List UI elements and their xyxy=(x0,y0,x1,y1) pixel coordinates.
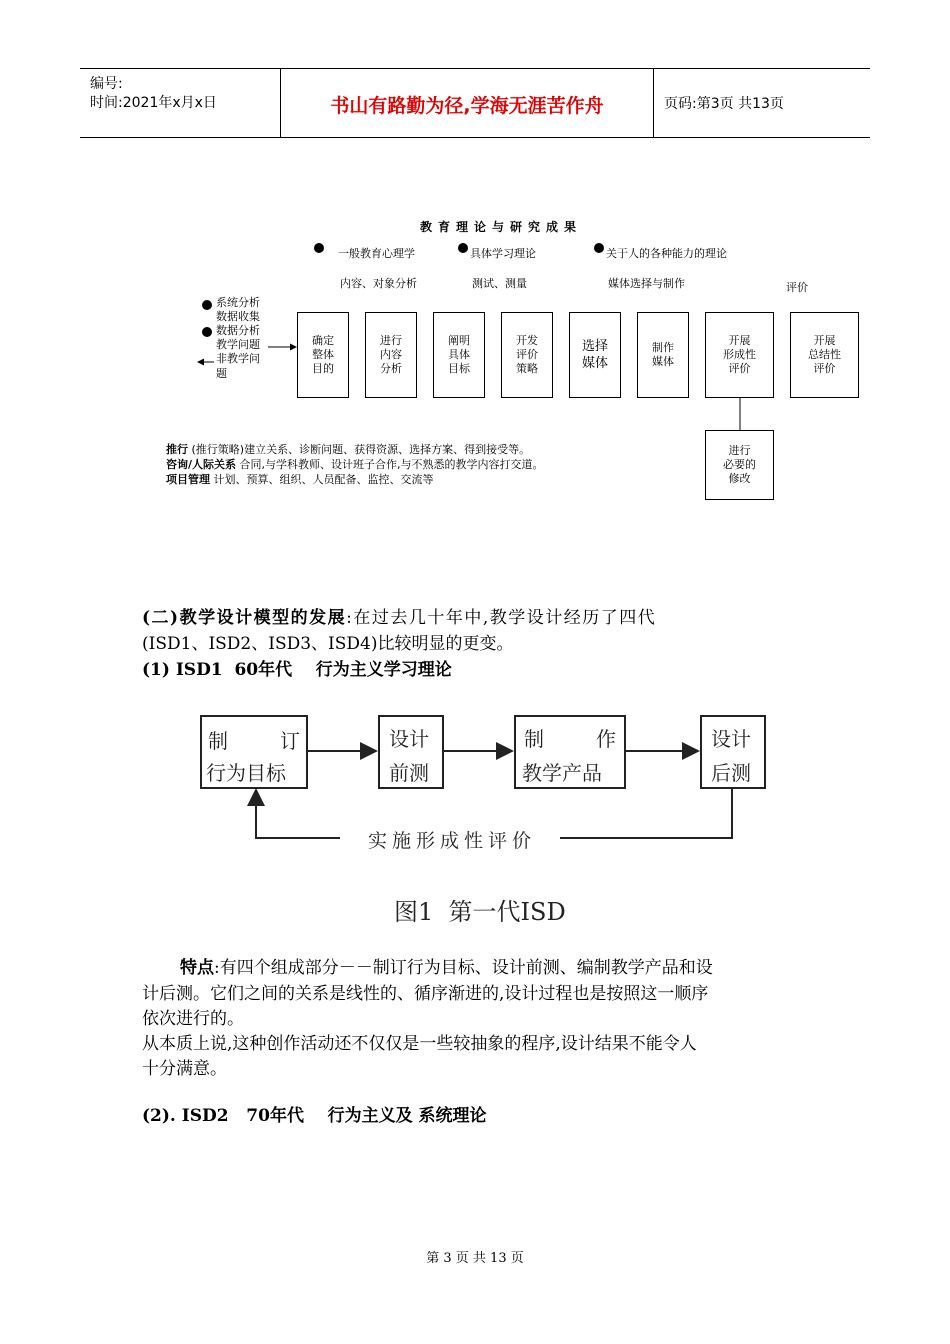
isd1-label: (1) ISD1 60年代 行为主义学习理论 xyxy=(142,660,452,680)
process-box-3 xyxy=(433,312,485,398)
isd1-box-pretest xyxy=(378,715,444,789)
diagram1-title: 教育理论与研究成果 xyxy=(420,220,583,234)
features-line3: 依次进行的。 xyxy=(142,1009,244,1029)
activity-3: 媒体选择与制作 xyxy=(608,277,685,290)
box-label: 进行 内容 分析 xyxy=(380,334,402,375)
note-bold: 推行 xyxy=(166,443,188,456)
process-box-7 xyxy=(705,312,774,398)
features-line5: 十分满意。 xyxy=(142,1059,227,1079)
box-text: 后测 xyxy=(711,761,751,785)
heading-bold: (二)教学设计模型的发展 xyxy=(142,608,347,628)
theory-2: 具体学习理论 xyxy=(470,247,536,260)
box-text: 订 xyxy=(280,729,300,753)
features-line4: 从本质上说,这种创作活动还不仅仅是一些较抽象的程序,设计结果不能令人 xyxy=(142,1034,697,1054)
features-text: :有四个组成部分－－制订行为目标、设计前测、编制教学产品和设 xyxy=(214,958,713,978)
features-line1 xyxy=(180,953,713,978)
note-bold: 咨询/人际关系 xyxy=(166,458,237,471)
activity-2: 测试、测量 xyxy=(472,277,527,290)
box-label: 确定 整体 目的 xyxy=(312,334,334,375)
note-text: (推行策略)建立关系、诊断问题、获得资源、选择方案、得到接受等。 xyxy=(191,443,531,456)
activity-4: 评价 xyxy=(786,281,808,294)
page-code: 页码:第3页 共13页 xyxy=(664,96,784,112)
box-label: 选择 媒体 xyxy=(581,339,608,371)
process-box-1 xyxy=(297,312,349,398)
note-text: 计划、预算、组织、人员配备、监控、交流等 xyxy=(213,473,434,486)
theory-1: 一般教育心理学 xyxy=(338,247,415,260)
bullet-icon xyxy=(314,243,324,253)
note-2 xyxy=(166,457,544,472)
box-label: 阐明 具体 目标 xyxy=(448,334,470,375)
bullet-icon xyxy=(594,243,604,253)
section-heading-line2: (ISD1、ISD2、ISD3、ISD4)比较明显的更变。 xyxy=(142,634,514,654)
note-1 xyxy=(166,442,530,457)
figure-caption: 图1 第一代ISD xyxy=(394,898,566,926)
box-label: 开发 评价 策略 xyxy=(516,334,538,375)
box-text: 教学产品 xyxy=(522,761,602,785)
note-3 xyxy=(166,472,434,487)
process-box-5 xyxy=(569,312,621,398)
bullet-icon xyxy=(202,327,212,337)
number-label: 编号: xyxy=(90,76,123,92)
heading-rest: :在过去几十年中,教学设计经历了四代 xyxy=(346,608,657,628)
left-note-1: 系统分析 xyxy=(216,296,260,309)
revise-box xyxy=(705,430,774,500)
process-box-2 xyxy=(365,312,417,398)
bullet-icon xyxy=(458,243,468,253)
box-text: 制 xyxy=(524,727,544,751)
bullet-icon xyxy=(202,300,212,310)
note-text: 合同,与学科教师、设计班子合作,与不熟悉的教学内容打交道。 xyxy=(239,458,544,471)
box-label: 开展 形成性 评价 xyxy=(723,334,756,375)
header-right-cell xyxy=(654,69,870,137)
section-heading xyxy=(142,603,656,628)
isd1-box-objectives xyxy=(200,715,308,789)
page-footer: 第 3 页 共 13 页 xyxy=(426,1251,524,1266)
isd2-label: (2). ISD2 70年代 行为主义及 系统理论 xyxy=(142,1106,487,1126)
left-note-4: 教学问题 xyxy=(216,338,260,351)
header-mid-cell xyxy=(281,69,654,137)
process-box-4 xyxy=(501,312,553,398)
left-note-2: 数据收集 xyxy=(216,310,260,323)
activity-1: 内容、对象分析 xyxy=(340,277,417,290)
box-label: 进行 必要的 修改 xyxy=(723,444,756,485)
box-text: 制 xyxy=(208,729,228,753)
box-text: 行为目标 xyxy=(206,761,286,785)
left-note-5: 非教学问题 xyxy=(216,352,260,380)
note-bold: 项目管理 xyxy=(166,473,210,486)
box-label: 制作 媒体 xyxy=(652,341,674,368)
header-left-cell xyxy=(80,69,281,137)
feedback-label: 实施形成性评价 xyxy=(368,830,537,852)
box-text: 前测 xyxy=(389,761,429,785)
time-label: 时间:2021年x月x日 xyxy=(90,95,217,111)
motto: 书山有路勤为径,学海无涯苦作舟 xyxy=(330,95,604,117)
box-text: 设计 xyxy=(711,727,751,751)
theory-3: 关于人的各种能力的理论 xyxy=(606,247,727,260)
features-label: 特点 xyxy=(180,958,214,978)
features-line2: 计后测。它们之间的关系是线性的、循序渐进的,设计过程也是按照这一顺序 xyxy=(142,984,709,1004)
box-text: 设计 xyxy=(389,727,429,751)
left-note-3: 数据分析 xyxy=(216,324,260,337)
box-label: 开展 总结性 评价 xyxy=(808,334,841,375)
process-box-8 xyxy=(790,312,859,398)
page-header xyxy=(80,68,870,138)
isd1-box-product xyxy=(514,715,626,789)
box-text: 作 xyxy=(596,727,616,751)
isd1-box-posttest xyxy=(700,715,766,789)
process-box-6 xyxy=(637,312,689,398)
